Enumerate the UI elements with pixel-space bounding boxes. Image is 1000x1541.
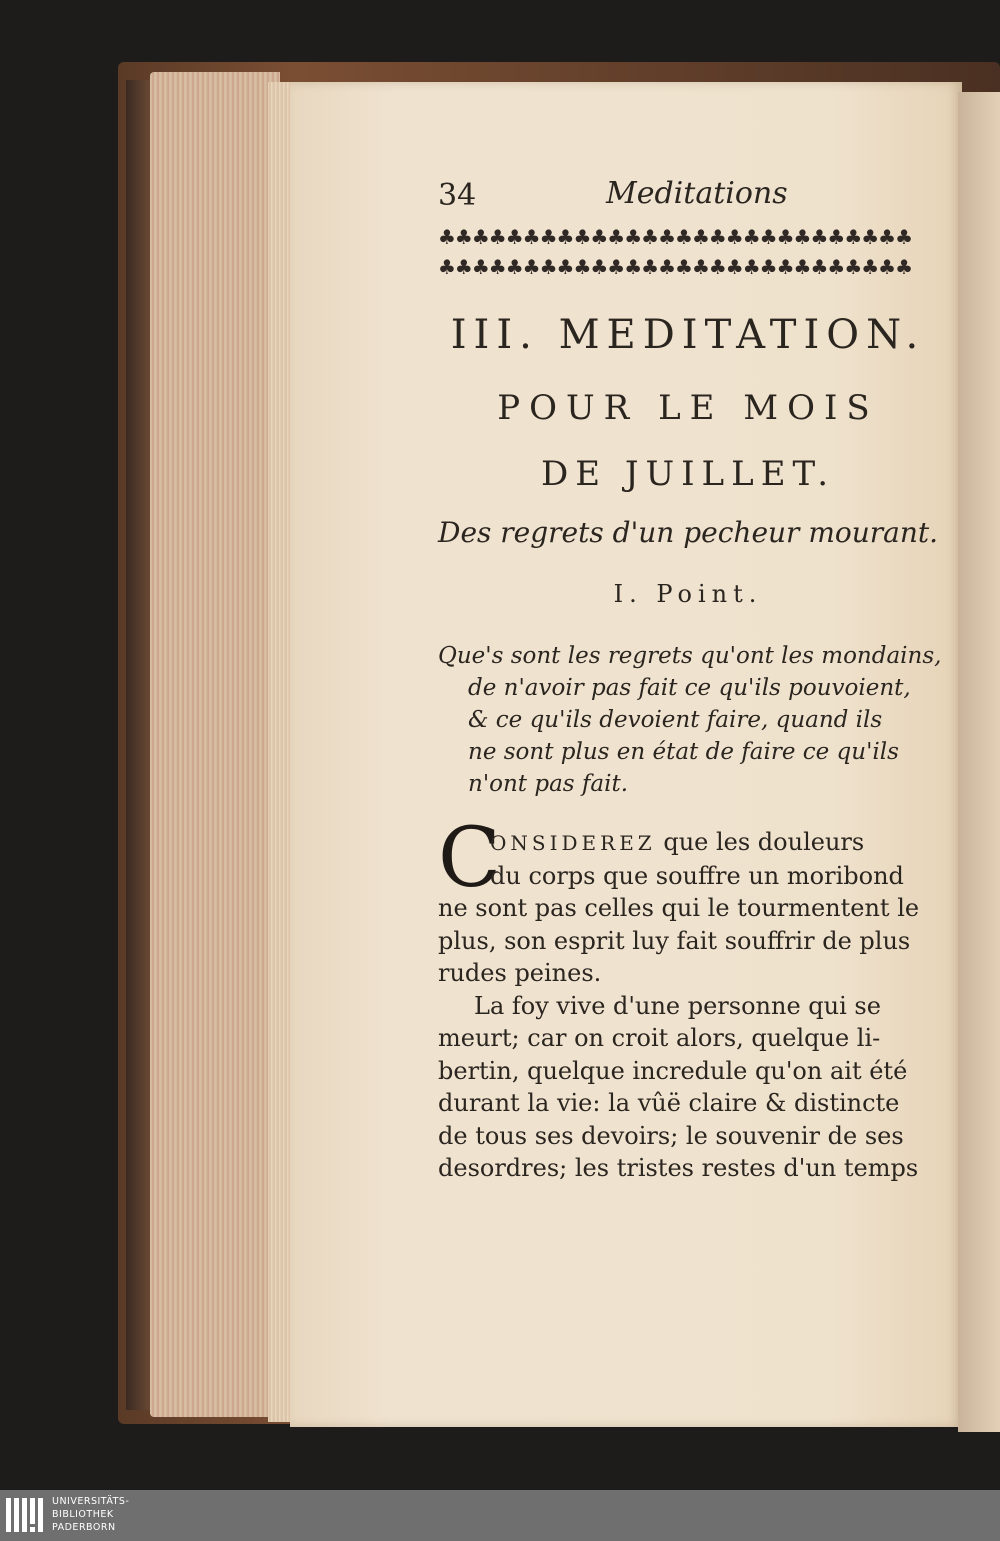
running-head: [438, 170, 938, 220]
drop-cap: C: [438, 811, 501, 906]
body-line: bertin, quelque incredule qu'on ait été: [438, 1056, 908, 1085]
body-line: meurt; car on croit alors, quelque li-: [438, 1024, 881, 1052]
summary-line: de n'avoir pas fait ce qu'ils pouvoient,: [468, 675, 911, 701]
body-line-rest: que les douleurs: [663, 828, 865, 856]
body-line: plus, son esprit luy fait souffrir de plus: [438, 926, 911, 955]
body-line: [438, 826, 935, 860]
facing-page-edge: [958, 92, 1000, 1432]
body-line: du corps que souffre un moribond: [490, 861, 904, 890]
logo-line: BIBLIOTHEK: [52, 1509, 114, 1520]
logo-line: PADERBORN: [52, 1522, 116, 1533]
page-stack: [150, 72, 280, 1417]
ornament-row-2: ♣♣♣♣♣♣♣♣♣♣♣♣♣♣♣♣♣♣♣♣♣♣♣♣♣♣♣♣: [438, 255, 913, 279]
ornament-band: [438, 222, 938, 286]
summary-line: Que's sont les regrets qu'ont les mondains,: [438, 643, 942, 669]
meditation-subtitle: Des regrets d'un pecheur mourant.: [438, 516, 939, 549]
page-number: 34: [438, 178, 477, 213]
summary-line: & ce qu'ils devoient faire, quand ils: [468, 707, 883, 733]
point-summary: [438, 640, 942, 800]
summary-line: n'ont pas fait.: [468, 771, 629, 797]
small-caps-word: ONSIDEREZ: [490, 831, 656, 855]
ornament-row-1: ♣♣♣♣♣♣♣♣♣♣♣♣♣♣♣♣♣♣♣♣♣♣♣♣♣♣♣♣: [438, 225, 913, 249]
running-title: Meditations: [606, 176, 788, 211]
summary-line: ne sont plus en état de faire ce qu'ils: [468, 739, 899, 765]
body-text: [438, 826, 935, 1185]
meditation-heading: III. MEDITATION.: [450, 312, 926, 358]
logo-line: UNIVERSITÄTS-: [52, 1496, 130, 1507]
library-logo-icon: [6, 1498, 46, 1532]
body-line: rudes peines.: [438, 959, 602, 987]
body-line: La foy vive d'une personne qui se: [474, 991, 881, 1020]
point-heading: I. Point.: [613, 580, 763, 608]
month-name-heading: DE JUILLET.: [540, 454, 836, 494]
footer-bar: [0, 1490, 1000, 1541]
library-logo-text: [52, 1495, 129, 1534]
month-heading: POUR LE MOIS: [497, 388, 879, 428]
body-line: de tous ses devoirs; le souvenir de ses: [438, 1121, 904, 1150]
body-line: ne sont pas celles qui le tourmentent le: [438, 894, 920, 922]
body-line: desordres; les tristes restes d'un temps: [438, 1154, 919, 1182]
body-line: durant la vie: la vûë claire & distincte: [438, 1089, 900, 1117]
